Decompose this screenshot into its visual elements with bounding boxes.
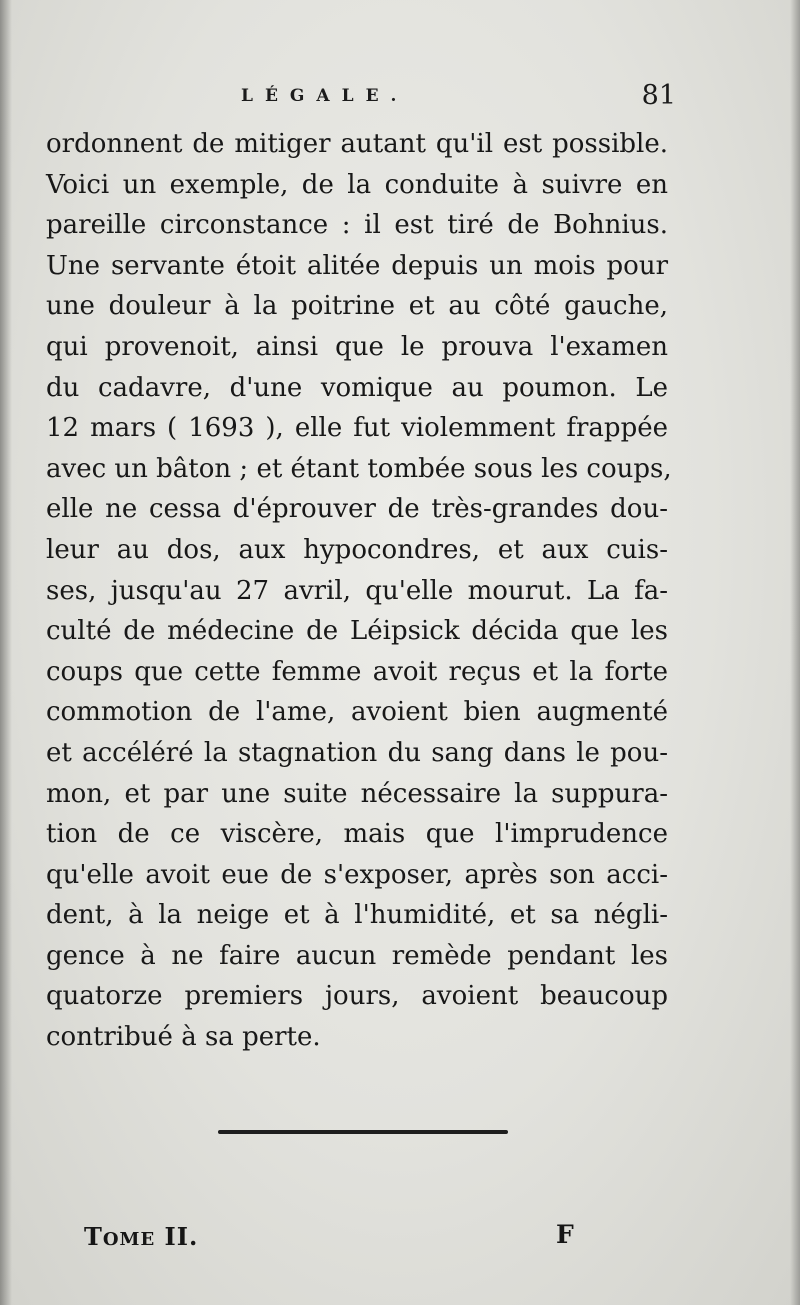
page-edge-left xyxy=(0,0,12,1305)
page-edge-right xyxy=(790,0,800,1305)
volume-word: OME xyxy=(102,1229,156,1250)
text-line: du cadavre, d'une vomique au poumon. Le xyxy=(46,372,668,403)
running-title: LÉGALE. xyxy=(241,86,409,106)
text-line: Voici un exemple, de la conduite à suivre en xyxy=(46,169,668,200)
text-line: gence à ne faire aucun remède pendant les xyxy=(46,940,668,971)
text-line: culté de médecine de Léipsick décida que les xyxy=(46,616,668,647)
volume-prefix: T xyxy=(84,1222,103,1251)
signature-mark: F xyxy=(556,1220,574,1249)
text-line: coups que cette femme avoit reçus et la forte xyxy=(46,656,668,687)
body-text xyxy=(46,124,672,1058)
text-line: 12 mars ( 1693 ), elle fut violemment frappée xyxy=(46,413,668,444)
text-line: leur au dos, aux hypocondres, et aux cuis- xyxy=(46,534,668,565)
volume-number: II. xyxy=(155,1222,199,1251)
text-line: quatorze premiers jours, avoient beaucoup xyxy=(46,981,668,1012)
text-line: ses, jusqu'au 27 avril, qu'elle mourut. La fa- xyxy=(46,575,668,606)
section-rule xyxy=(218,1130,508,1134)
text-line: tion de ce viscère, mais que l'imprudence xyxy=(46,819,668,850)
text-line: commotion de l'ame, avoient bien augmenté xyxy=(46,697,668,728)
text-line: ordonnent de mitiger autant qu'il est possible. xyxy=(46,129,668,159)
text-line: et accéléré la stagnation du sang dans le pou- xyxy=(46,737,668,768)
text-line: avec un bâton ; et étant tombée sous les coups, xyxy=(46,453,672,484)
text-line: mon, et par une suite nécessaire la suppura- xyxy=(46,778,668,809)
text-line: qu'elle avoit eue de s'exposer, après son acci- xyxy=(46,859,668,890)
page-header xyxy=(46,80,676,116)
text-line: dent, à la neige et à l'humidité, et sa négli- xyxy=(46,900,668,931)
text-line-last: contribué à sa perte. xyxy=(46,1022,321,1053)
text-line: qui provenoit, ainsi que le prouva l'examen xyxy=(46,331,668,362)
volume-mark xyxy=(84,1222,198,1251)
text-line: une douleur à la poitrine et au côté gauche, xyxy=(46,291,668,322)
text-line: elle ne cessa d'éprouver de très-grandes dou- xyxy=(46,494,668,525)
page-number: 81 xyxy=(641,80,676,111)
text-line: Une servante étoit alitée depuis un mois pour xyxy=(46,250,668,281)
text-line: pareille circonstance : il est tiré de Bohnius. xyxy=(46,210,668,241)
